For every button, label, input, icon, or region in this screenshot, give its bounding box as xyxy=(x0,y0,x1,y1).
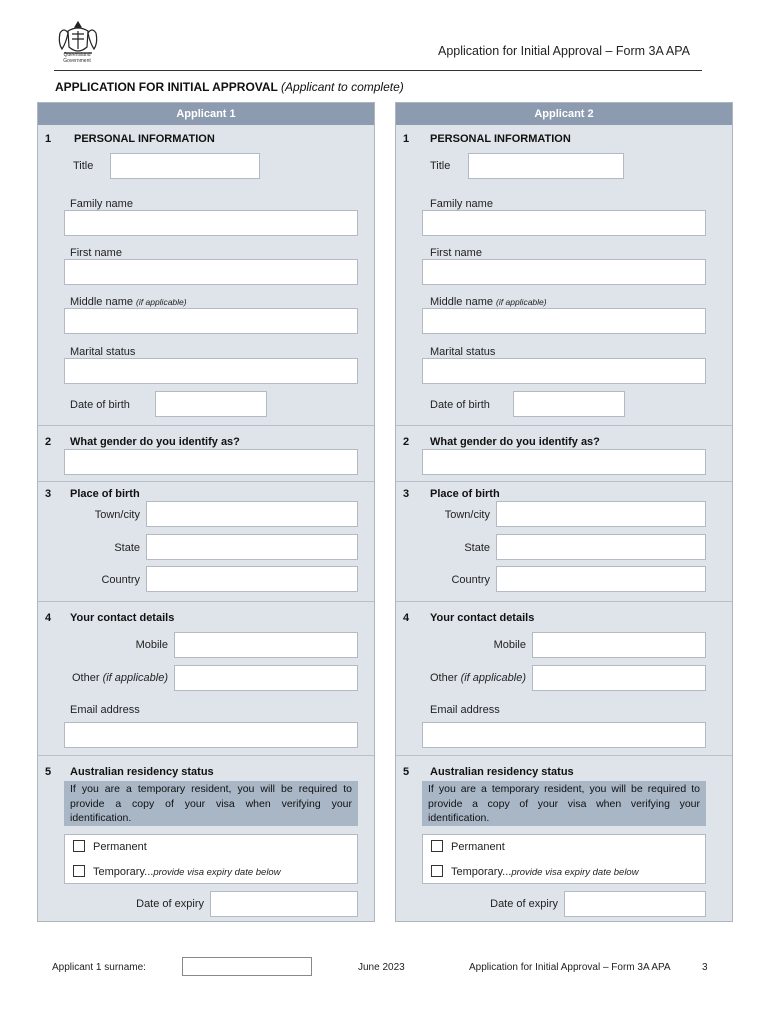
footer-form-name: Application for Initial Approval – Form 3A APA xyxy=(469,962,671,973)
mobile-label: Mobile xyxy=(493,639,526,651)
first-name-label: First name xyxy=(70,247,122,259)
date-of-birth-label: Date of birth xyxy=(430,399,490,411)
town-label: Town/city xyxy=(94,509,140,521)
q2-label: What gender do you identify as? xyxy=(70,436,240,448)
divider xyxy=(38,755,374,756)
applicant-2-heading: Applicant 2 xyxy=(396,103,732,125)
footer-surname-label: Applicant 1 surname: xyxy=(52,962,146,973)
permanent-label: Permanent xyxy=(451,841,505,853)
q4-number: 4 xyxy=(45,612,52,624)
mobile-label: Mobile xyxy=(135,639,168,651)
permanent-label: Permanent xyxy=(93,841,147,853)
q5-label: Australian residency status xyxy=(70,766,214,778)
first-name-label: First name xyxy=(430,247,482,259)
q3-label: Place of birth xyxy=(70,488,140,500)
footer-page-number: 3 xyxy=(702,962,708,973)
residency-note: If you are a temporary resident, you will be required to provide a copy of your visa when verifying your identification. xyxy=(422,781,706,826)
header-rule xyxy=(54,70,702,71)
family-name-label: Family name xyxy=(430,198,493,210)
divider xyxy=(38,601,374,602)
date-of-expiry-label: Date of expiry xyxy=(490,898,558,910)
divider xyxy=(396,425,732,426)
country-label: Country xyxy=(451,574,490,586)
title-label: Title xyxy=(430,160,451,172)
state-field[interactable] xyxy=(146,534,358,560)
q1-number: 1 xyxy=(45,133,52,145)
header-title: Application for Initial Approval – Form 3A APA xyxy=(438,44,690,58)
date-of-birth-field[interactable] xyxy=(155,391,267,417)
title-label: Title xyxy=(73,160,94,172)
email-label: Email address xyxy=(70,704,140,716)
other-contact-field[interactable] xyxy=(532,665,706,691)
country-label: Country xyxy=(101,574,140,586)
permanent-checkbox[interactable] xyxy=(431,840,443,852)
email-field[interactable] xyxy=(422,722,706,748)
q5-label: Australian residency status xyxy=(430,766,574,778)
other-contact-label: Other (if applicable) xyxy=(72,672,168,684)
title-field[interactable] xyxy=(468,153,624,179)
q1-label: PERSONAL INFORMATION xyxy=(74,133,215,145)
q5-number: 5 xyxy=(45,766,52,778)
gender-field[interactable] xyxy=(422,449,706,475)
family-name-field[interactable] xyxy=(64,210,358,236)
logo-text: Queensland Government xyxy=(63,52,91,64)
q1-label: PERSONAL INFORMATION xyxy=(430,133,571,145)
q4-label: Your contact details xyxy=(70,612,175,624)
marital-status-label: Marital status xyxy=(70,346,136,358)
family-name-field[interactable] xyxy=(422,210,706,236)
marital-status-label: Marital status xyxy=(430,346,496,358)
section-title: APPLICATION FOR INITIAL APPROVAL (Applicant to complete) xyxy=(55,80,404,94)
first-name-field[interactable] xyxy=(64,259,358,285)
divider xyxy=(38,481,374,482)
date-of-expiry-field[interactable] xyxy=(210,891,358,917)
residency-note: If you are a temporary resident, you will be required to provide a copy of your visa when verifying your identification. xyxy=(64,781,358,826)
state-label: State xyxy=(464,542,490,554)
temporary-checkbox[interactable] xyxy=(73,865,85,877)
applicant-1-panel xyxy=(37,102,375,922)
middle-name-field[interactable] xyxy=(64,308,358,334)
divider xyxy=(38,425,374,426)
title-field[interactable] xyxy=(110,153,260,179)
applicant-1-heading: Applicant 1 xyxy=(38,103,374,125)
q2-number: 2 xyxy=(403,436,410,448)
q4-label: Your contact details xyxy=(430,612,535,624)
date-of-birth-field[interactable] xyxy=(513,391,625,417)
divider xyxy=(396,755,732,756)
q3-number: 3 xyxy=(403,488,410,500)
other-contact-field[interactable] xyxy=(174,665,358,691)
marital-status-field[interactable] xyxy=(422,358,706,384)
divider xyxy=(396,481,732,482)
footer-surname-field[interactable] xyxy=(182,957,312,976)
footer-date: June 2023 xyxy=(358,962,405,973)
applicant-2-panel xyxy=(395,102,733,922)
town-field[interactable] xyxy=(146,501,358,527)
q5-number: 5 xyxy=(403,766,410,778)
mobile-field[interactable] xyxy=(174,632,358,658)
country-field[interactable] xyxy=(496,566,706,592)
date-of-birth-label: Date of birth xyxy=(70,399,130,411)
permanent-checkbox[interactable] xyxy=(73,840,85,852)
middle-name-label: Middle name (if applicable) xyxy=(430,296,547,308)
email-label: Email address xyxy=(430,704,500,716)
temporary-checkbox[interactable] xyxy=(431,865,443,877)
temporary-label: Temporary...provide visa expiry date below xyxy=(451,866,639,878)
q3-number: 3 xyxy=(45,488,52,500)
state-label: State xyxy=(114,542,140,554)
family-name-label: Family name xyxy=(70,198,133,210)
q1-number: 1 xyxy=(403,133,410,145)
town-field[interactable] xyxy=(496,501,706,527)
date-of-expiry-field[interactable] xyxy=(564,891,706,917)
gender-field[interactable] xyxy=(64,449,358,475)
email-field[interactable] xyxy=(64,722,358,748)
q4-number: 4 xyxy=(403,612,410,624)
state-field[interactable] xyxy=(496,534,706,560)
other-contact-label: Other (if applicable) xyxy=(430,672,526,684)
mobile-field[interactable] xyxy=(532,632,706,658)
q2-label: What gender do you identify as? xyxy=(430,436,600,448)
first-name-field[interactable] xyxy=(422,259,706,285)
country-field[interactable] xyxy=(146,566,358,592)
q2-number: 2 xyxy=(45,436,52,448)
town-label: Town/city xyxy=(444,509,490,521)
date-of-expiry-label: Date of expiry xyxy=(136,898,204,910)
divider xyxy=(396,601,732,602)
temporary-label: Temporary...provide visa expiry date below xyxy=(93,866,281,878)
q3-label: Place of birth xyxy=(430,488,500,500)
marital-status-field[interactable] xyxy=(64,358,358,384)
middle-name-label: Middle name (if applicable) xyxy=(70,296,187,308)
middle-name-field[interactable] xyxy=(422,308,706,334)
